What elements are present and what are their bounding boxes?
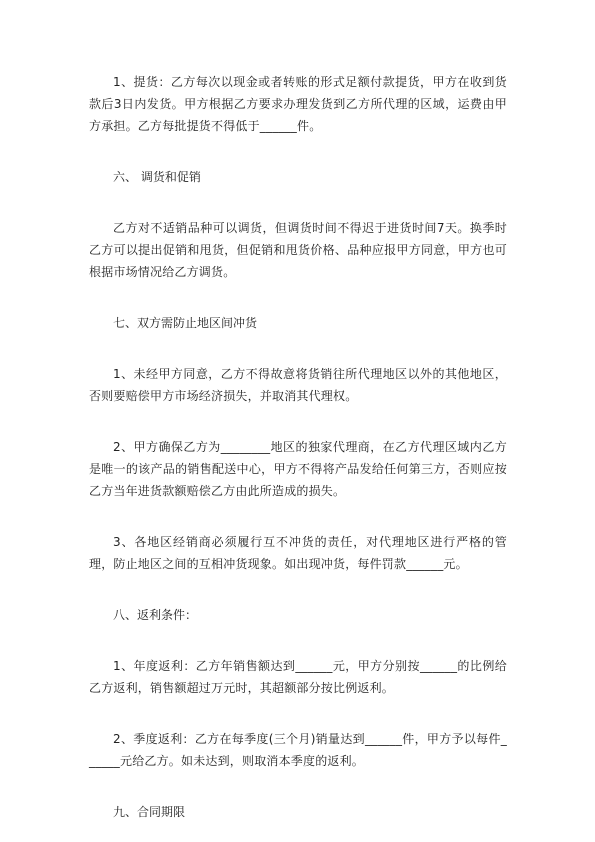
heading-6: 六、 调货和促销 xyxy=(113,170,201,184)
clause-5-1-pickup: 1、提货：乙方每次以现金或者转账的形式足额付款提货，甲方在收到货款后3日内发货。甲方根据乙方要求办理发货到乙方所代理的区域，运费由甲方承担。乙方每批提货不得低于______件。 xyxy=(89,75,507,133)
heading-9: 九、合同期限 xyxy=(113,805,186,819)
clause-6-body: 乙方对不适销品种可以调货，但调货时间不得迟于进货时间7天。换季时乙方可以提出促销和甩货，但促销和甩货价格、品种应报甲方同意，甲方也可根据市场情况给乙方调货。 xyxy=(89,221,507,279)
clause-8-1: 1、年度返利：乙方年销售额达到______元，甲方分别按______的比例给乙方返利，销售额超过万元时，其超额部分按比例返利。 xyxy=(89,659,507,695)
clause-7-3: 3、各地区经销商必须履行互不冲货的责任，对代理地区进行严格的管理，防止地区之间的互相冲货现象。如出现冲货，每件罚款______元。 xyxy=(89,535,507,571)
clause-7-1: 1、未经甲方同意，乙方不得故意将货销往所代理地区以外的其他地区，否则要赔偿甲方市场经济损失，并取消其代理权。 xyxy=(89,367,507,403)
clause-7-2: 2、甲方确保乙方为________地区的独家代理商，在乙方代理区域内乙方是唯一的该产品的销售配送中心，甲方不得将产品发给任何第三方，否则应按乙方当年进货款额赔偿乙方由此所造成的损失。 xyxy=(89,440,507,498)
heading-8: 八、返利条件： xyxy=(113,608,198,622)
clause-8-2: 2、季度返利：乙方在每季度(三个月)销量达到______件，甲方予以每件______元给乙方。如未达到，则取消本季度的返利。 xyxy=(89,732,507,768)
heading-7: 七、双方需防止地区间冲货 xyxy=(113,316,258,330)
